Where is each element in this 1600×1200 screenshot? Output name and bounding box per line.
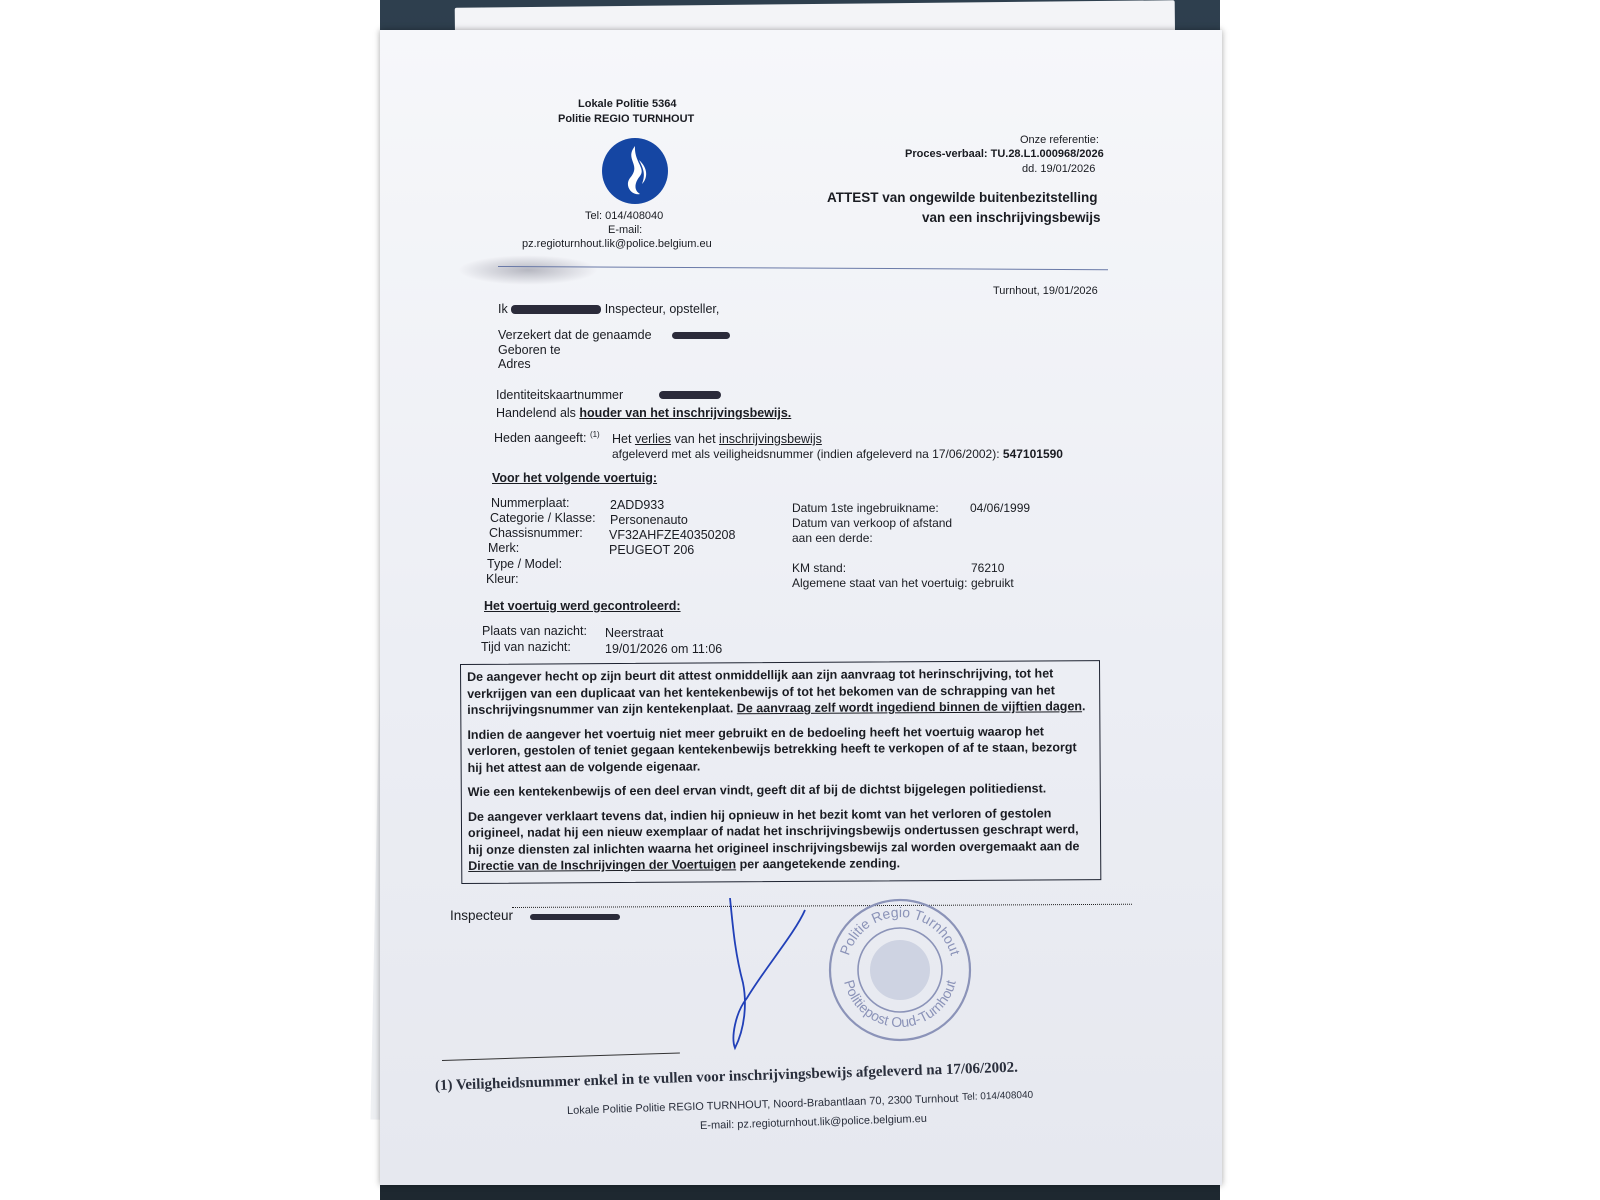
header-email-label: E-mail: — [608, 224, 643, 236]
stamp-text-bottom: Politiepost Oud-Turnhout — [841, 977, 959, 1031]
first-registration-value: 04/06/1999 — [970, 501, 1031, 515]
sale-date-label-line2: aan een derde: — [792, 531, 873, 545]
heden-text-het: Het — [612, 432, 632, 446]
vehicle-row-label: Nummerplaat: — [491, 496, 570, 510]
vehicle-row-label: Kleur: — [486, 572, 519, 586]
control-heading: Het voertuig werd gecontroleerd: — [484, 599, 681, 613]
verzekert-label: Verzekert dat de genaamde — [498, 328, 652, 342]
ink-smudge — [458, 255, 598, 285]
notice-p1-deadline: De aanvraag zelf wordt ingediend binnen de vijftien dagen — [736, 699, 1083, 716]
vehicle-row-value: VF32AHFZE40350208 — [609, 528, 736, 542]
heden-label: Heden aangeeft: — [494, 431, 587, 446]
notice-paragraph-2: Indien de aangever het voertuig niet meer gebruikt en de bedoeling heeft het voertuig waarop het verloren, gestolen of teniet gegaan kentekenbewijs betrekking heeft te verkopen of af te staan, bezorgt hij het attest aan de volgende eigenaar. — [467, 723, 1077, 775]
first-registration-label: Datum 1ste ingebruikname: — [792, 501, 939, 515]
veiligheid-label: afgeleverd met als veiligheidsnummer (indien afgeleverd na 17/06/2002): — [612, 447, 1000, 461]
heden-text-inschrijvingsbewijs: inschrijvingsbewijs — [719, 432, 822, 446]
footnote-divider — [442, 1053, 680, 1061]
officer-role: Inspecteur, opsteller, — [604, 302, 720, 316]
redacted-person — [672, 332, 730, 339]
heden-label-group — [494, 430, 600, 445]
vehicle-row-value: Personenauto — [610, 513, 688, 527]
police-flame-logo — [602, 138, 668, 204]
redacted-id-number — [659, 391, 721, 399]
vehicle-row-value: PEUGEOT 206 — [609, 543, 695, 557]
officer-line — [498, 302, 719, 316]
sale-date-label-line1: Datum van verkoop of afstand — [792, 516, 953, 530]
notice-paragraph-1 — [467, 665, 1093, 718]
footer-email[interactable]: E-mail: pz.regioturnhout.lik@police.belgium.eu — [699, 1112, 928, 1132]
redacted-name — [511, 305, 601, 314]
notice-p1-period: . — [1081, 699, 1086, 714]
notice-p1-text: De aangever hecht op zijn beurt dit attest onmiddellijk aan zijn aanvraag tot herinschrijving, tot het verkrijgen van een duplicaat van het kentekenbewijs of tot het bekomen van de schrapping van het inschrijvingsnummer van zijn kentekenplaat. — [467, 666, 1055, 717]
vehicle-row-value: 2ADD933 — [610, 498, 665, 512]
stamp-text-top: Politie Regio Turnhout — [836, 903, 964, 958]
veiligheidsnummer-value: 547101590 — [1002, 447, 1063, 461]
footer-address: Lokale Politie Politie REGIO TURNHOUT, Noord-Brabantlaan 70, 2300 Turnhout — [566, 1092, 959, 1117]
condition-value: gebruikt — [971, 576, 1014, 590]
header-email[interactable]: pz.regioturnhout.lik@police.belgium.eu — [522, 238, 712, 250]
org-region: Politie REGIO TURNHOUT — [558, 113, 695, 125]
header-tel: Tel: 014/408040 — [585, 210, 664, 222]
heden-text2 — [612, 447, 1063, 461]
redacted-inspector-name — [530, 914, 620, 920]
heden-text1 — [612, 432, 822, 446]
notice-paragraph-4 — [468, 805, 1094, 875]
signature-label: Inspecteur — [450, 908, 514, 923]
footer-tel: Tel: 014/408040 — [961, 1089, 1034, 1103]
heden-text-vanhet: van het — [674, 432, 716, 446]
notice-p4-ending: per aangetekende zending. — [739, 856, 901, 872]
vehicle-row-label: Categorie / Klasse: — [490, 511, 596, 525]
reference-label: Onze referentie: — [1020, 134, 1099, 146]
officer-ik: Ik — [498, 302, 508, 316]
vehicle-row-label: Chassisnummer: — [489, 526, 583, 540]
notice-paragraph-3: Wie een kentekenbewijs of een deel ervan vindt, geeft dit af bij de dichtst bijgelegen politiedienst. — [467, 781, 1047, 799]
inspection-place-label: Plaats van nazicht: — [482, 624, 587, 638]
geboren-label: Geboren te — [498, 343, 561, 357]
document-title-line1: ATTEST van ongewilde buitenbezitstelling — [827, 190, 1098, 205]
inspection-place-value: Neerstraat — [605, 626, 664, 640]
km-value: 76210 — [971, 561, 1005, 575]
km-label: KM stand: — [792, 561, 847, 575]
handelend-prefix: Handelend als — [496, 406, 576, 420]
org-name: Lokale Politie 5364 — [578, 98, 677, 110]
document-page — [380, 30, 1222, 1185]
police-stamp — [825, 895, 975, 1045]
inspection-time-value: 19/01/2026 om 11:06 — [605, 642, 723, 656]
inspection-time-label: Tijd van nazicht: — [481, 640, 571, 654]
handelend-line — [496, 406, 791, 420]
document-title-line2: van een inschrijvingsbewijs — [922, 210, 1101, 225]
notice-p4-directorate: Directie van de Inschrijvingen der Voertuigen — [468, 857, 737, 873]
proces-verbaal-number: Proces-verbaal: TU.28.L1.000968/2026 — [905, 148, 1104, 160]
footnote-text: (1) Veiligheidsnummer enkel in te vullen voor inschrijvingsbewijs afgeleverd na 17/06/2002. — [434, 1059, 1019, 1094]
vehicle-row-label: Type / Model: — [487, 557, 563, 571]
id-number-label: Identiteitskaartnummer — [496, 388, 624, 402]
notice-p4-text: De aangever verklaart tevens dat, indien hij opnieuw in het bezit komt van het verloren of gestolen origineel, nadat hij een nieuw exemplaar of nadat het inschrijvingsbewijs ondertussen geschrapt werd, hij onze diensten zal inlichten waarna het origineel inschrijvingsbewijs zal worden overgemaakt aan de — [467, 805, 1080, 857]
place-date: Turnhout, 19/01/2026 — [993, 285, 1098, 297]
reference-date: dd. 19/01/2026 — [1022, 163, 1096, 175]
heden-text-verlies: verlies — [634, 432, 672, 446]
handelend-value: houder van het inschrijvingsbewijs. — [579, 406, 792, 420]
heden-footnote-ref: (1) — [589, 430, 600, 439]
condition-label: Algemene staat van het voertuig: — [792, 576, 968, 590]
vehicle-row-label: Merk: — [488, 541, 520, 555]
legal-notice-box — [460, 660, 1101, 884]
vehicle-heading: Voor het volgende voertuig: — [492, 471, 658, 485]
adres-label: Adres — [498, 357, 531, 371]
